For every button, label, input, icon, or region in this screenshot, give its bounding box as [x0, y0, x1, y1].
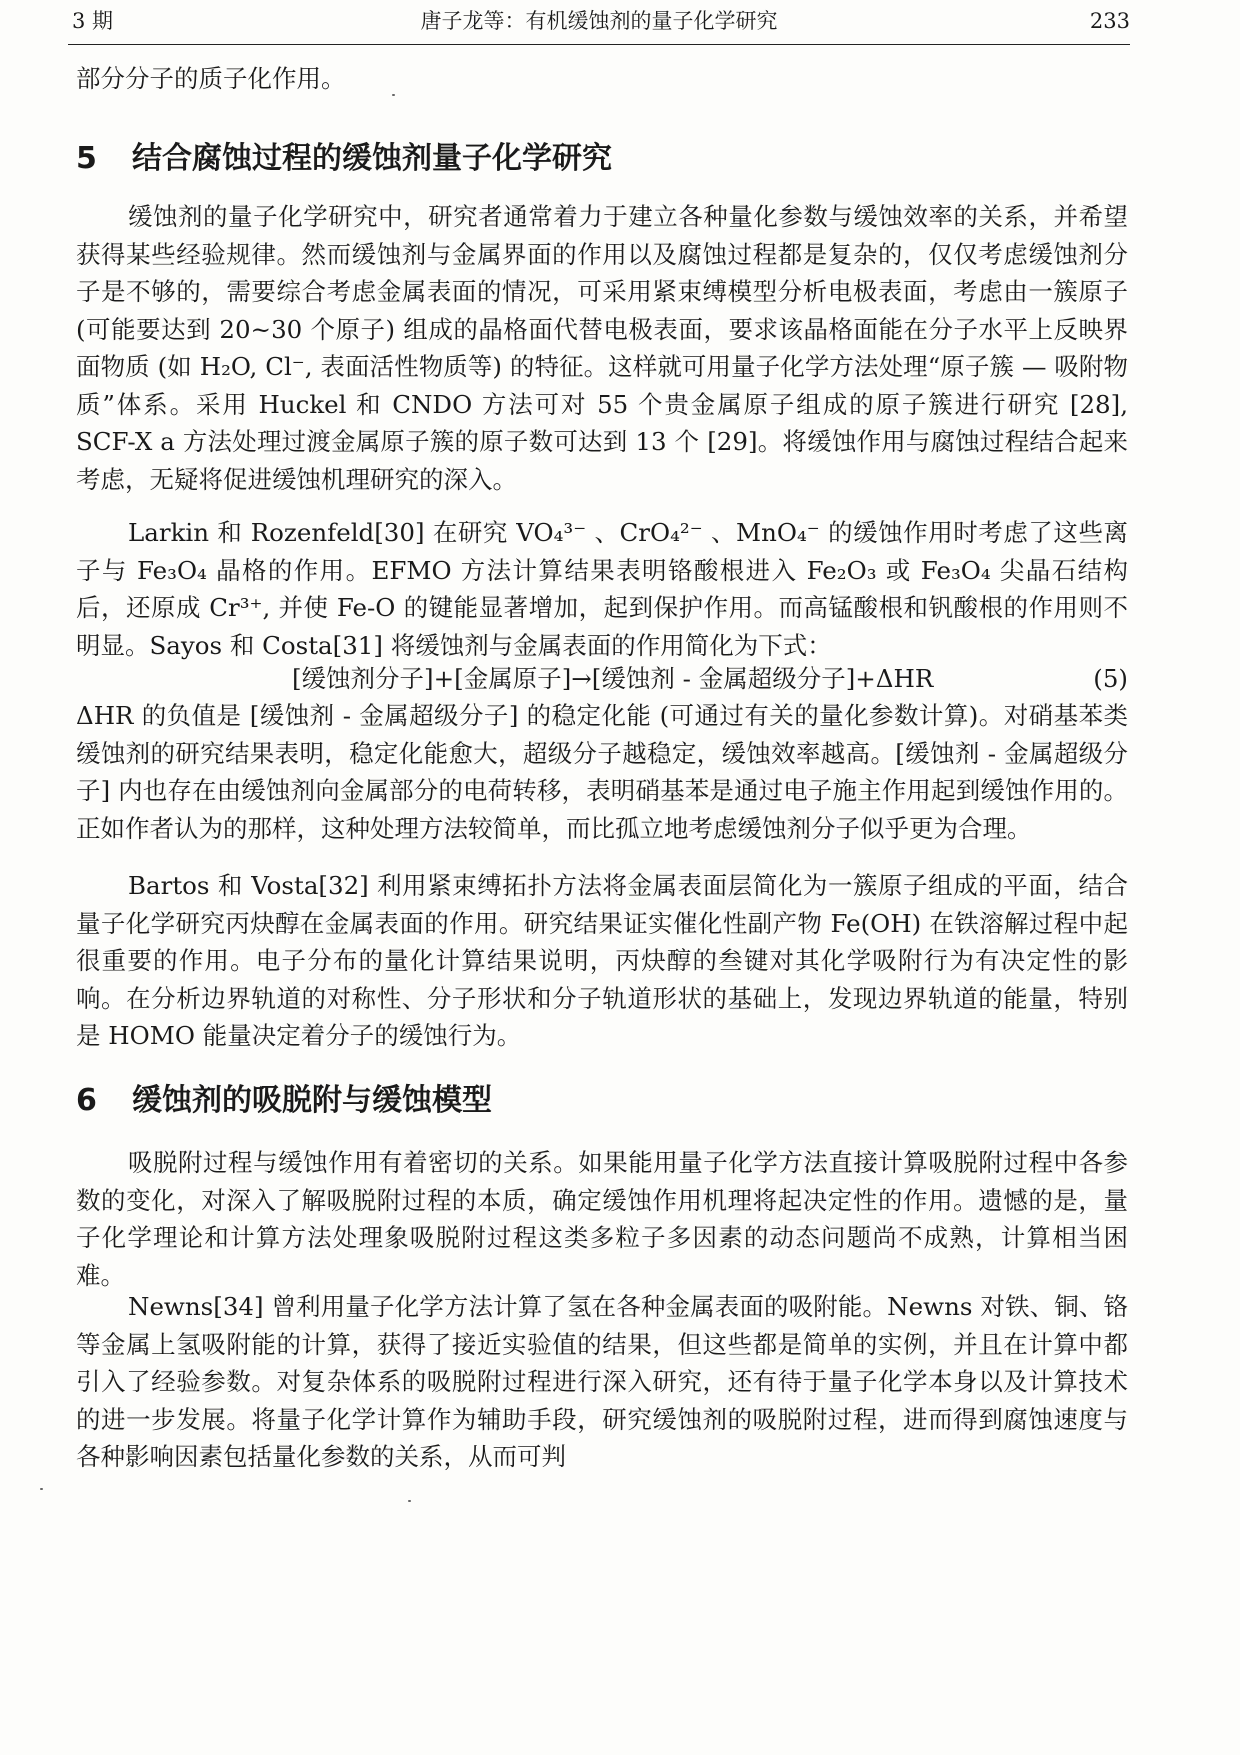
section-title: 结合腐蚀过程的缓蚀剂量子化学研究	[132, 141, 612, 176]
equation-body: [缓蚀剂分子]+[金属原子]→[缓蚀剂 - 金属超级分子]+ΔHR	[292, 664, 934, 693]
scan-speck	[408, 1500, 411, 1502]
issue-label: 3 期	[72, 9, 114, 33]
paragraph-continued: 部分分子的质子化作用。	[76, 64, 346, 93]
running-title: 唐子龙等：有机缓蚀剂的量子化学研究	[420, 9, 778, 33]
header-rule	[68, 44, 1130, 45]
scan-speck	[40, 1488, 43, 1490]
section-title: 缓蚀剂的吸脱附与缓蚀模型	[132, 1083, 492, 1118]
section-number: 6	[76, 1083, 97, 1118]
paragraph-5: 吸脱附过程与缓蚀作用有着密切的关系。如果能用量子化学方法直接计算吸脱附过程中各参数的变化，对深入了解吸脱附过程的本质，确定缓蚀作用机理将起决定性的作用。遗憾的是，量子化学理论和计算方法处理象吸脱附过程这类多粒子多因素的动态问题尚不成熟，计算相当困难。	[76, 1148, 1128, 1290]
section-heading-5	[76, 139, 1128, 179]
equation-5	[76, 660, 1128, 698]
paragraph-6: Newns[34] 曾利用量子化学方法计算了氢在各种金属表面的吸附能。Newns 对铁、铜、铬等金属上氢吸附能的计算，获得了接近实验值的结果，但这些都是简单的实例，并且在计算中都引入了经验参数。对复杂体系的吸脱附过程进行深入研究，还有待于量子化学本身以及计算技术的进一步发展。将量子化学计算作为辅助手段，研究缓蚀剂的吸脱附过程，进而得到腐蚀速度与各种影响因素包括量化参数的关系，从而可判	[76, 1292, 1128, 1471]
page-number: 233	[1089, 9, 1130, 33]
scan-speck	[392, 94, 395, 96]
paragraph-3: ΔHR 的负值是 [缓蚀剂 - 金属超级分子] 的稳定化能 (可通过有关的量化参数计算)。对硝基苯类缓蚀剂的研究结果表明，稳定化能愈大，超级分子越稳定，缓蚀效率越高。[缓蚀剂 - 金属超级分子] 内也存在由缓蚀剂向金属部分的电荷转移，表明硝基苯是通过电子施主作用起到缓蚀作用的。正如作者认为的那样，这种处理方法较简单，而比孤立地考虑缓蚀剂分子似乎更为合理。	[76, 701, 1128, 843]
running-head	[68, 6, 1130, 36]
equation-number: (5)	[1093, 664, 1128, 693]
paragraph-1: 缓蚀剂的量子化学研究中，研究者通常着力于建立各种量化参数与缓蚀效率的关系，并希望获得某些经验规律。然而缓蚀剂与金属界面的作用以及腐蚀过程都是复杂的，仅仅考虑缓蚀剂分子是不够的，需要综合考虑金属表面的情况，可采用紧束缚模型分析电极表面，考虑由一簇原子 (可能要达到 20~30 个原子) 组成的晶格面代替电极表面，要求该晶格面能在分子水平上反映界面物质 (如 H₂O, Cl⁻, 表面活性物质等) 的特征。这样就可用量子化学方法处理“原子簇 — 吸附物质”体系。采用 Huckel 和 CNDO 方法可对 55 个贵金属原子组成的原子簇进行研究 [28], SCF-X a 方法处理过渡金属原子簇的原子数可达到 13 个 [29]。将缓蚀作用与腐蚀过程结合起来考虑，无疑将促进缓蚀机理研究的深入。	[76, 202, 1128, 494]
paragraph-4: Bartos 和 Vosta[32] 利用紧束缚拓扑方法将金属表面层简化为一簇原子组成的平面，结合量子化学研究丙炔醇在金属表面的作用。研究结果证实催化性副产物 Fe(OH) 在铁溶解过程中起很重要的作用。电子分布的量化计算结果说明，丙炔醇的叁键对其化学吸附行为有决定性的影响。在分析边界轨道的对称性、分子形状和分子轨道形状的基础上，发现边界轨道的能量，特别是 HOMO 能量决定着分子的缓蚀行为。	[76, 871, 1128, 1050]
section-number: 5	[76, 141, 97, 176]
paragraph-2: Larkin 和 Rozenfeld[30] 在研究 VO₄³⁻ 、CrO₄²⁻ 、MnO₄⁻ 的缓蚀作用时考虑了这些离子与 Fe₃O₄ 晶格的作用。EFMO 方法计算结果表明铬酸根进入 Fe₂O₃ 或 Fe₃O₄ 尖晶石结构后，还原成 Cr³⁺, 并使 Fe-O 的键能显著增加，起到保护作用。而高锰酸根和钒酸根的作用则不明显。Sayos 和 Costa[31] 将缓蚀剂与金属表面的作用简化为下式：	[76, 518, 1128, 660]
section-heading-6	[76, 1081, 1128, 1121]
